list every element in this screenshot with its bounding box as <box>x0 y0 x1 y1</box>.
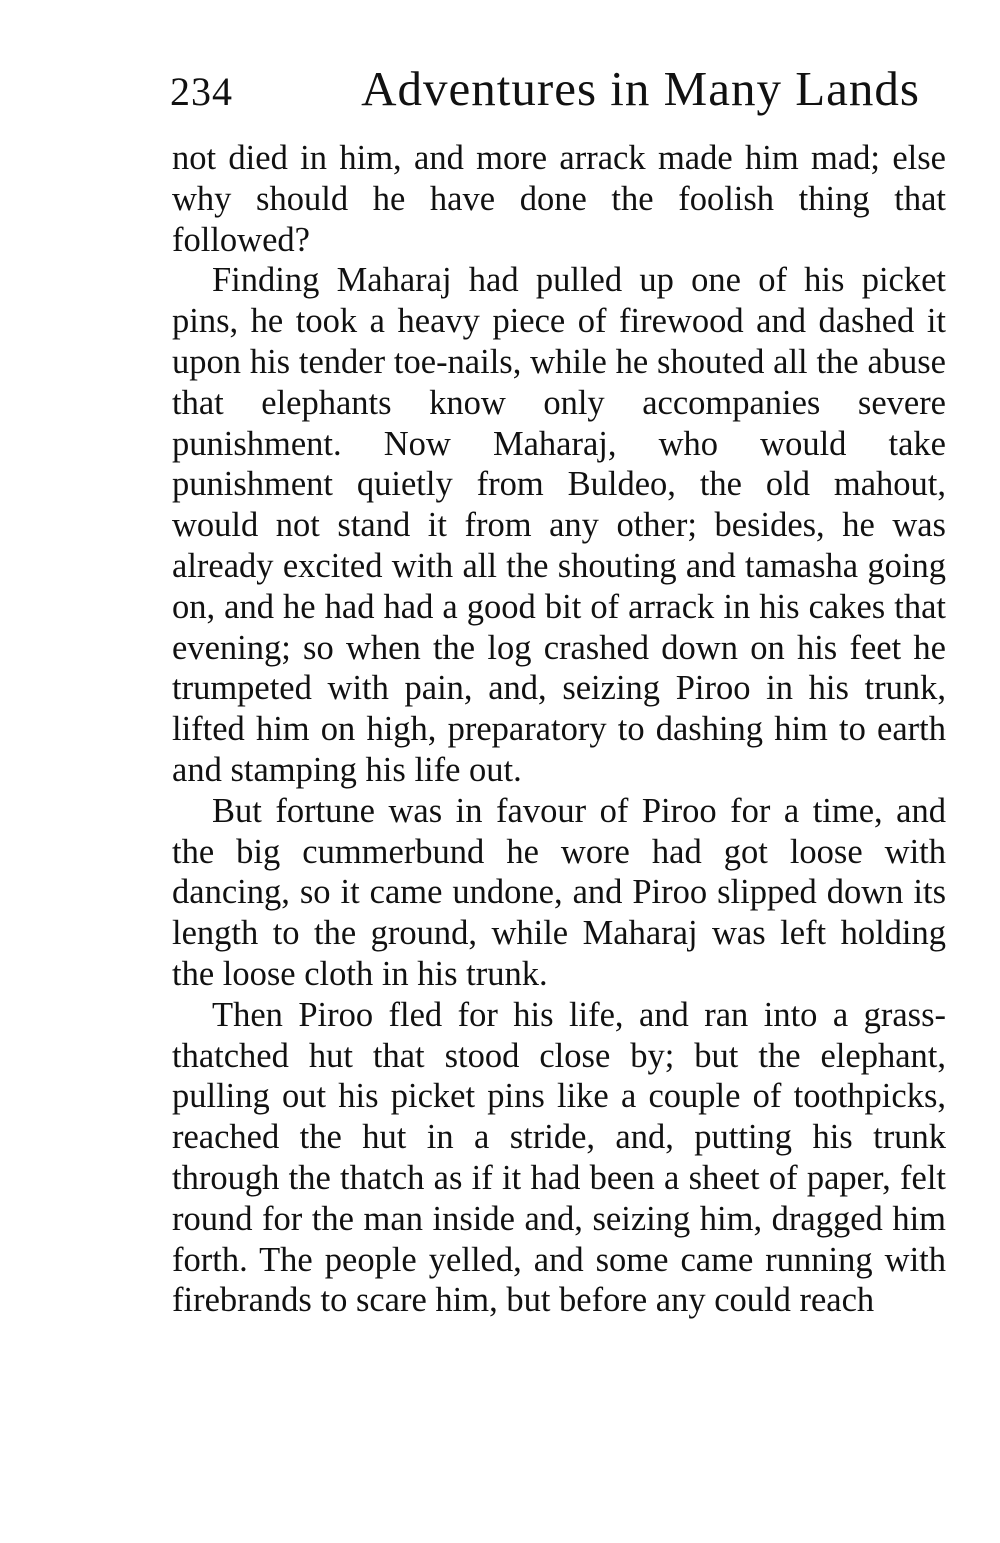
paragraph-continuation: not died in him, and more arrack made him mad; else why should he have done the foolish thing that followed? <box>172 139 946 259</box>
body-text <box>172 138 946 1321</box>
running-head: Adventures in Many Lands <box>361 61 920 116</box>
paragraph: Then Piroo fled for his life, and ran into a grass-thatched hut that stood close by; but the elephant, pulling out his picket pins like a couple of toothpicks, reached the hut in a stride, and, putting his trunk through the thatch as if it had been a sheet of paper, felt round for the man inside and, seizing him, dragged him forth. The people yelled, and some came running with firebrands to scare him, but before any could reach <box>172 995 946 1320</box>
page-header <box>170 62 946 122</box>
paragraph: Finding Maharaj had pulled up one of his picket pins, he took a heavy piece of firewood and dashed it upon his tender toe-nails, while he shouted all the abuse that elephants know only accompanies severe punishment. Now Maharaj, who would take punishment quietly from Buldeo, the old mahout, would not stand it from any other; besides, he was already excited with all the shouting and tamasha going on, and he had had a good bit of arrack in his cakes that evening; so when the log crashed down on his feet he trumpeted with pain, and, seizing Piroo in his trunk, lifted him on high, preparatory to dashing him to earth and stamping his life out. <box>172 261 946 789</box>
paragraph: But fortune was in favour of Piroo for a time, and the big cummerbund he wore had got loose with dancing, so it came undone, and Piroo slipped down its length to the ground, while Maharaj was left holding the loose cloth in his trunk. <box>172 791 946 993</box>
page-number: 234 <box>170 69 233 114</box>
